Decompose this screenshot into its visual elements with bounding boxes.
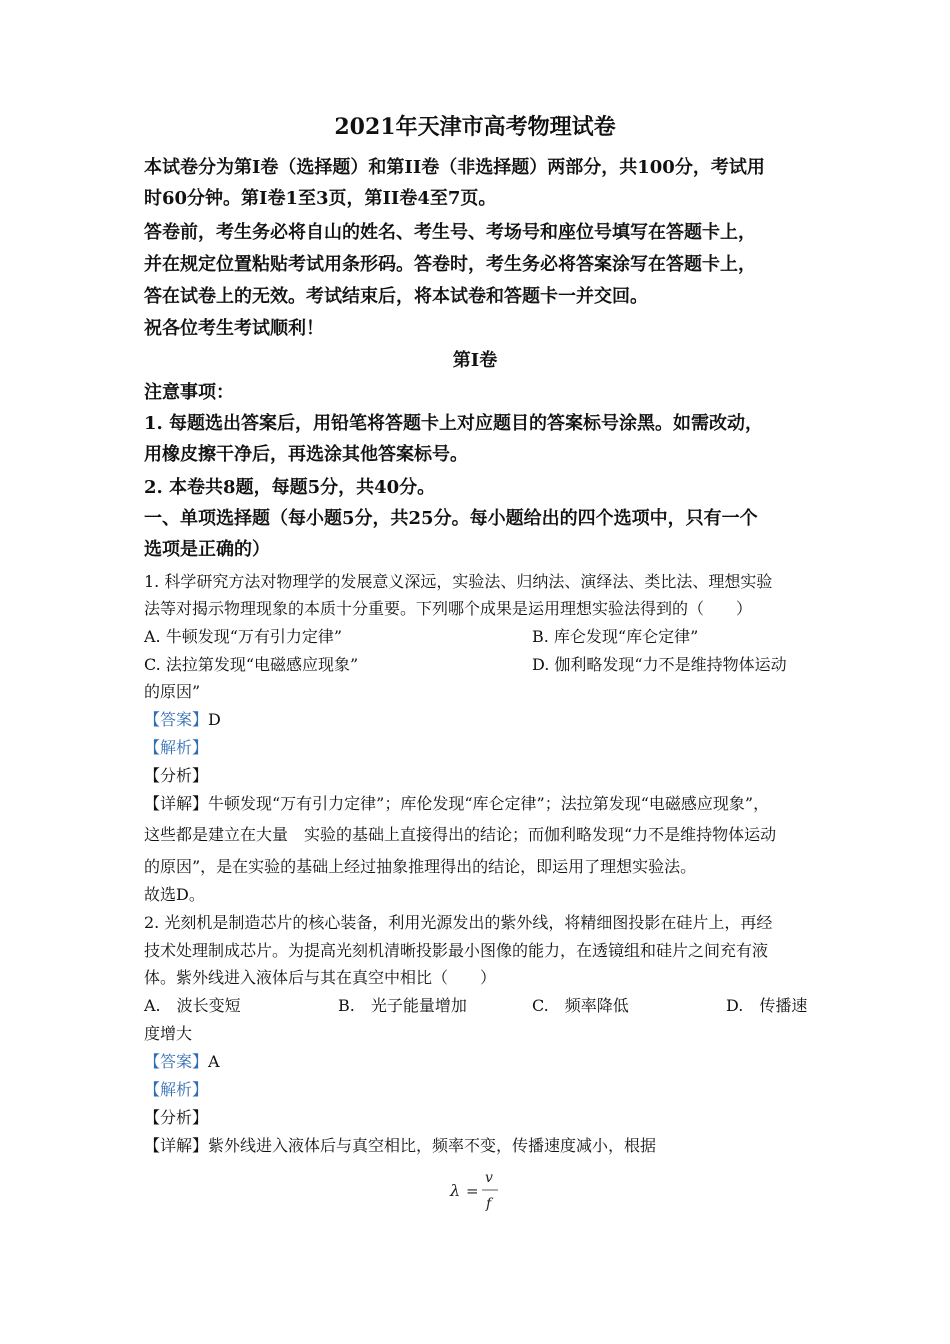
note-line-3: 2. 本卷共8题，每题5分，共40分。 <box>144 477 436 498</box>
q1-option-b: B. 库仑发现“库仑定律” <box>532 627 699 646</box>
q1-option-a: A. 牛顿发现“万有引力定律” <box>144 627 343 646</box>
q1-fenxi: 【分析】 <box>144 766 209 785</box>
intro-line-5: 答在试卷上的无效。考试结束后，将本试卷和答题卡一并交回。 <box>144 286 648 307</box>
q1-detail-2: 这些都是建立在大量 实验的基础上直接得出的结论；而伽利略发现“力不是维持物体运动 <box>144 825 777 844</box>
intro-line-4: 并在规定位置粘贴考试用条形码。答卷时，考生务必将答案涂写在答题卡上， <box>144 254 756 275</box>
formula-equals: = <box>466 1182 479 1200</box>
q1-answer <box>144 709 221 731</box>
q2-stem-2: 技术处理制成芯片。为提高光刻机清晰投影最小图像的能力，在透镜组和硅片之间充有液 <box>144 941 769 960</box>
formula-lambda: λ <box>450 1181 461 1200</box>
q2-fenxi: 【分析】 <box>144 1108 209 1127</box>
q2-option-d-cont: 度增大 <box>144 1024 193 1043</box>
wavelength-formula <box>446 1166 516 1218</box>
q2-stem-3: 体。紫外线进入液体后与其在真空中相比（ ） <box>144 968 497 987</box>
q2-answer-label: 【答案】 <box>144 1052 209 1071</box>
q2-stem-1: 2. 光刻机是制造芯片的核心装备，利用光源发出的紫外线，将精细图投影在硅片上，再经 <box>144 913 773 932</box>
q2-analysis-label: 【解析】 <box>144 1080 209 1099</box>
intro-line-1: 本试卷分为第I卷（选择题）和第II卷（非选择题）两部分，共100分，考试用 <box>144 157 765 178</box>
note-line-1: 1. 每题选出答案后，用铅笔将答题卡上对应题目的答案标号涂黑。如需改动， <box>144 413 764 434</box>
section-title: 第I卷 <box>452 350 498 371</box>
q2-option-b: B. 光子能量增加 <box>338 996 467 1015</box>
q2-option-a: A. 波长变短 <box>144 996 241 1015</box>
q2-answer <box>144 1051 220 1073</box>
q1-detail-3: 的原因”，是在实验的基础上经过抽象推理得出的结论，即运用了理想实验法。 <box>144 857 697 876</box>
q1-analysis-label: 【解析】 <box>144 738 209 757</box>
q1-detail-1: 【详解】牛顿发现“万有引力定律”；库伦发现“库仑定律”；法拉第发现“电磁感应现象”， <box>144 794 770 813</box>
intro-line-2: 时60分钟。第I卷1至3页，第II卷4至7页。 <box>144 188 497 209</box>
q1-answer-label: 【答案】 <box>144 710 209 729</box>
intro-line-6: 祝各位考生考试顺利！ <box>144 318 324 339</box>
intro-line-3: 答卷前，考生务必将自山的姓名、考生号、考场号和座位号填写在答题卡上， <box>144 222 756 243</box>
q1-option-d-cont: 的原因” <box>144 682 201 701</box>
formula-numerator: v <box>485 1170 493 1186</box>
q1-answer-value: D <box>208 710 221 729</box>
notes-heading: 注意事项： <box>144 382 234 403</box>
q1-stem-1: 1. 科学研究方法对物理学的发展意义深远，实验法、归纳法、演绎法、类比法、理想实验 <box>144 572 773 591</box>
q2-option-c: C. 频率降低 <box>532 996 629 1015</box>
page-title: 2021年天津市高考物理试卷 <box>334 114 616 140</box>
note-line-2: 用橡皮擦干净后，再选涂其他答案标号。 <box>144 444 468 465</box>
q2-answer-value: A <box>208 1052 220 1071</box>
q2-detail: 【详解】紫外线进入液体后与真空相比，频率不变，传播速度减小，根据 <box>144 1136 657 1155</box>
q1-option-d: D. 伽利略发现“力不是维持物体运动 <box>532 655 787 674</box>
q1-stem-2: 法等对揭示物理现象的本质十分重要。下列哪个成果是运用理想实验法得到的（ ） <box>144 599 753 618</box>
part-heading-2: 选项是正确的） <box>144 539 270 560</box>
part-heading-1: 一、单项选择题（每小题5分，共25分。每小题给出的四个选项中，只有一个 <box>144 508 758 529</box>
q1-conclusion: 故选D。 <box>144 885 205 904</box>
q2-option-d: D. 传播速 <box>726 996 808 1015</box>
q1-option-c: C. 法拉第发现“电磁感应现象” <box>144 655 359 674</box>
formula-denominator: f <box>486 1196 492 1212</box>
